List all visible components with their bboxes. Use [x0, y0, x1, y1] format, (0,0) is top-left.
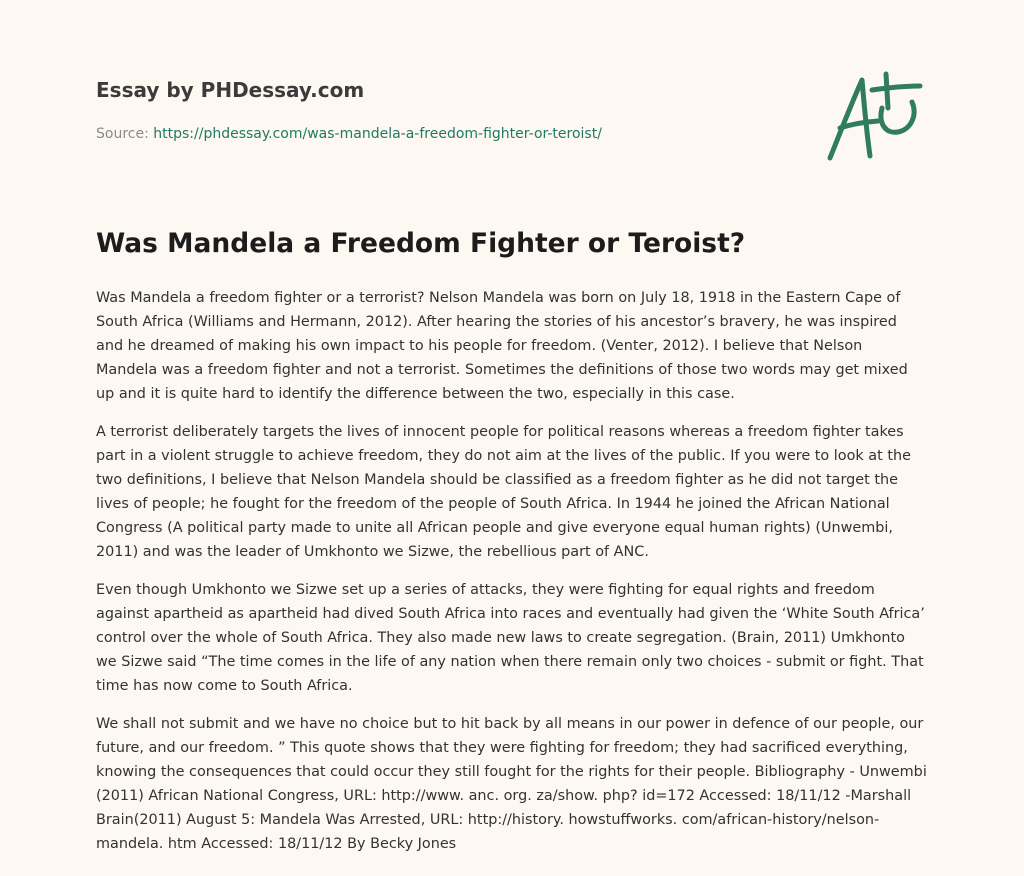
- source-line: [96, 125, 796, 143]
- source-label: Source:: [96, 126, 154, 142]
- site-brand: Essay by PHDessay.com: [96, 78, 365, 102]
- a-plus-logo-svg: [822, 66, 932, 166]
- essay-paragraph: We shall not submit and we have no choice but to hit back by all means in our power in defence of our people, our future, and our freedom. ” This quote shows that they were fighting for freedom; they had sacrificed everything, knowing the consequences that could occur they still fought for the rights for their people. Bibliography - Unwembi (2011) African National Congress, URL: http://www. anc. org. za/show. php? id=172 Accessed: 18/11/12 -Marshall Brain(2011) August 5: Mandela Was Arrested, URL: http://history. howstuffworks. com/african-history/nelson-mandela. htm Accessed: 18/11/12 By Becky Jones: [96, 716, 927, 852]
- source-link[interactable]: https://phdessay.com/was-mandela-a-freedom-fighter-or-teroist/: [153, 126, 602, 142]
- essay-paragraph: Was Mandela a freedom fighter or a terrorist? Nelson Mandela was born on July 18, 1918 in the Eastern Cape of South Africa (Williams and Hermann, 2012). After hearing the stories of his ancestor’s bravery, he was inspired and he dreamed of making his own impact to his people for freedom. (Venter, 2012). I believe that Nelson Mandela was a freedom fighter and not a terrorist. Sometimes the definitions of those two words may get mixed up and it is quite hard to identify the difference between the two, especially in this case.: [96, 290, 908, 402]
- essay-paragraph: Even though Umkhonto we Sizwe set up a series of attacks, they were fighting for equal rights and freedom against apartheid as apartheid had dived South Africa into races and eventually had given the ‘White South Africa’ control over the whole of South Africa. They also made new laws to create segregation. (Brain, 2011) Umkhonto we Sizwe said “The time comes in the life of any nation when there remain only two choices - submit or fight. That time has now come to South Africa.: [96, 582, 925, 694]
- essay-title: Was Mandela a Freedom Fighter or Teroist?: [96, 228, 746, 259]
- essay-paragraph: A terrorist deliberately targets the lives of innocent people for political reasons whereas a freedom fighter takes part in a violent struggle to achieve freedom, they do not aim at the lives of the public. If you were to look at the two definitions, I believe that Nelson Mandela should be classified as a freedom fighter as he did not target the lives of people; he fought for the freedom of the people of South Africa. In 1944 he joined the African National Congress (A political party made to unite all African people and give everyone equal human rights) (Unwembi, 2011) and was the leader of Umkhonto we Sizwe, the rebellious part of ANC.: [96, 424, 911, 560]
- a-plus-logo-icon: [822, 66, 932, 166]
- essay-body: [96, 286, 928, 870]
- page-header: [96, 76, 796, 143]
